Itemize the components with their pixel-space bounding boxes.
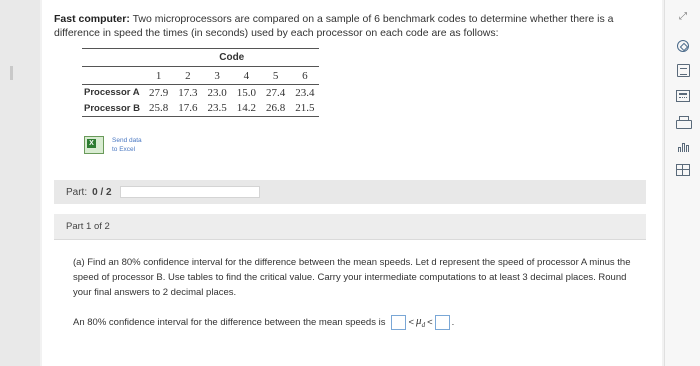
book-icon[interactable] [674,62,692,78]
left-gutter [0,0,40,366]
part1-instructions: (a) Find an 80% confidence interval for the difference between the mean speeds. Let d represent the speed of processor A minus the speed of processor B. Use tables to find the critical value. Carry your intermediate computations to at least 3 decimal places. Round your final answers to 2 decimal places. [73,257,631,298]
print-icon[interactable] [674,114,692,130]
table-cell: 27.4 [265,86,286,99]
part1-body [54,241,646,351]
less-than-2: < [427,317,433,328]
expand-icon[interactable] [674,8,692,24]
table-cell: 14.2 [232,101,261,117]
answer-suffix: . [451,317,455,328]
code-2: 2 [173,67,202,85]
table-cell: 17.3 [178,86,198,99]
table-row [82,85,319,101]
code-3: 3 [202,67,231,85]
table-cell: 23.0 [207,86,227,99]
less-than-1: < [408,317,415,328]
question-panel [42,0,662,366]
question-text [54,12,644,40]
progress-track [120,186,260,198]
answer-prefix: An 80% confidence interval for the difference between the mean speeds is [73,317,386,328]
send-to-excel-button[interactable] [84,136,142,154]
lower-bound-input[interactable] [391,315,406,330]
excel-icon: X [84,136,104,154]
part-progress-text: 0 / 2 [92,186,112,198]
expand-glyph: ⤢ [679,10,687,22]
send-to-excel-label [112,136,142,154]
mu-d-symbol [416,315,425,329]
table-cell: 27.9 [148,86,169,99]
part-progress-bar [54,180,646,204]
table-cell: 25.8 [144,101,173,117]
table-cell: 21.5 [290,101,319,117]
code-1: 1 [144,67,173,85]
table-icon[interactable] [674,162,692,178]
mu-subscript: d [421,321,426,330]
spinner-icon[interactable] [674,38,692,54]
row-label-processor-b: Processor B [82,101,144,117]
table-row [82,101,319,117]
table-cell: 26.8 [261,101,290,117]
table-code-row [82,67,319,85]
part1-header: Part 1 of 2 [54,214,646,240]
question-body: Two microprocessors are compared on a sample of 6 benchmark codes to determine whether there is a difference in speed the times (in seconds) used by each processor on each code are as follows: [54,13,614,39]
code-6: 6 [290,67,319,85]
right-toolbar [664,0,700,366]
code-4: 4 [232,67,261,85]
mu-glyph: μ [416,315,422,328]
send-to-excel-line2: to Excel [112,146,136,153]
data-table [82,48,319,117]
part-label: Part: [66,186,88,198]
table-header-code: Code [144,49,320,67]
question-title: Fast computer: [54,13,130,25]
upper-bound-input[interactable] [435,315,450,330]
row-label-processor-a: Processor A [84,87,140,99]
table-header-row [82,49,319,67]
chart-icon[interactable] [674,138,692,154]
gutter-marker [10,66,13,80]
table-cell: 17.6 [173,101,202,117]
table-cell: 23.5 [202,101,231,117]
code-5: 5 [261,67,290,85]
send-to-excel-line1: Send data [112,137,142,144]
calculator-icon[interactable] [674,88,692,104]
table-cell: 23.4 [295,86,315,99]
answer-line [73,315,454,330]
table-cell: 15.0 [236,86,256,99]
